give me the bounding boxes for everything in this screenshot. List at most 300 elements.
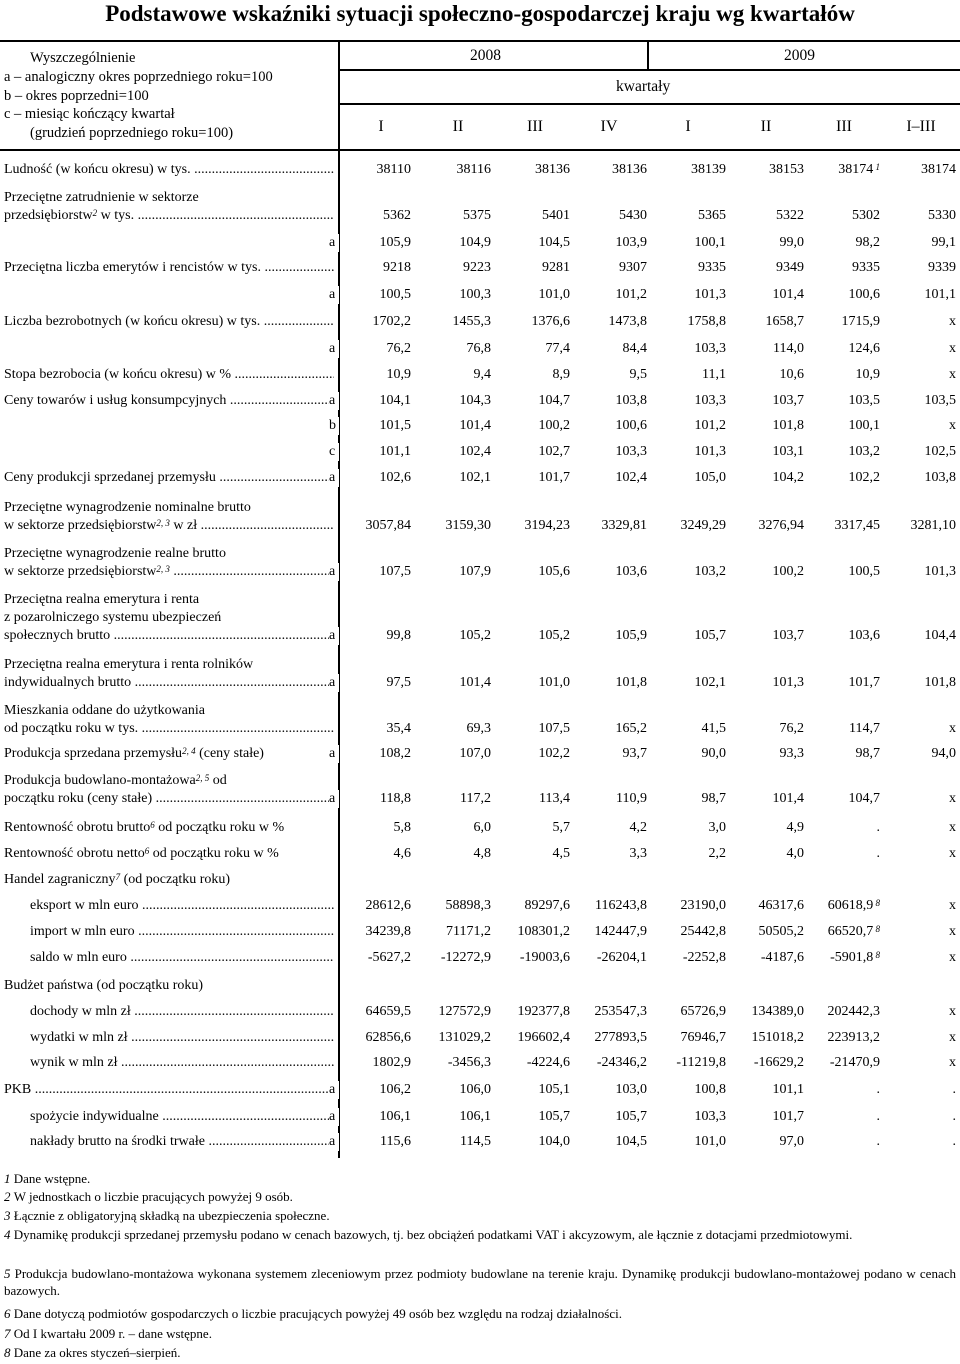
table-cell: 98,7 (701, 791, 726, 806)
table-cell: 9335 (852, 260, 880, 275)
table-cell: 9281 (542, 260, 570, 275)
legend-line: Wyszczególnienie (30, 50, 136, 66)
table-cell: 9,5 (629, 367, 647, 382)
table-cell: 99,1 (931, 235, 956, 250)
row-label: Rentowność obrotu brutto$^6$ od początku roku w % (4, 820, 285, 835)
table-cell: 131029,2 (438, 1030, 491, 1045)
table-cell: 100,5 (379, 287, 411, 302)
table-cell: 107,5 (538, 721, 570, 736)
row-label: eksport w mln euro ..... (30, 897, 334, 915)
table-cell: 100,3 (459, 287, 491, 302)
table-cell: 105,9 (379, 235, 411, 250)
table-cell: 114,7 (849, 721, 880, 736)
table-cell: x (949, 846, 956, 861)
table-cell: 104,1 (379, 393, 411, 408)
table-cell: 100,1 (694, 235, 726, 250)
table-cell: . (876, 846, 880, 861)
table-cell: 38174 $^1$ (838, 162, 880, 177)
row-suffix: a (329, 563, 339, 581)
header-top-rule (0, 40, 960, 42)
table-cell: 1658,7 (765, 314, 804, 329)
table-cell: 102,4 (459, 444, 491, 459)
row-label: Przeciętna realna emerytura i renta rolników indywidualnych brutto ..... (4, 656, 334, 692)
table-cell: 103,5 (924, 393, 956, 408)
table-cell: 25442,8 (680, 924, 726, 939)
year-2009: 2009 (784, 47, 815, 64)
table-cell: 38110 (376, 162, 411, 177)
table-cell: 107,5 (379, 564, 411, 579)
row-suffix: b (329, 417, 339, 435)
table-cell: 8,9 (552, 367, 570, 382)
table-cell: 3249,29 (680, 518, 726, 533)
table-cell: -19003,6 (519, 950, 570, 965)
table-cell: 4,6 (393, 846, 411, 861)
row-label: Produkcja budowlano-montażowa$^{2, 5}$ od początku roku (ceny stałe) ..... (4, 772, 334, 808)
table-cell: 102,4 (615, 470, 647, 485)
table-cell: x (949, 367, 956, 382)
table-cell: 5322 (776, 208, 804, 223)
table-cell: 11,1 (702, 367, 726, 382)
table-cell: 105,6 (538, 564, 570, 579)
table-cell: 5302 (852, 208, 880, 223)
table-cell: 101,5 (379, 418, 411, 433)
table-cell: 3194,23 (524, 518, 570, 533)
table-cell: 97,0 (779, 1134, 804, 1149)
table-cell: 98,7 (855, 746, 880, 761)
table-cell: 1758,8 (687, 314, 726, 329)
table-cell: -11219,8 (676, 1055, 726, 1070)
table-cell: 223913,2 (827, 1030, 880, 1045)
table-cell: 4,5 (552, 846, 570, 861)
table-cell: 108301,2 (517, 924, 570, 939)
row-suffix: a (329, 1081, 339, 1099)
table-cell: 124,6 (848, 341, 880, 356)
row-label: nakłady brutto na środki trwałe ..... (30, 1133, 334, 1151)
table-cell: 64659,5 (365, 1004, 411, 1019)
row-suffix: a (329, 234, 339, 252)
table-cell: 104,5 (615, 1134, 647, 1149)
row-label: saldo w mln euro ..... (30, 949, 334, 967)
table-cell: 41,5 (701, 721, 726, 736)
table-cell: 165,2 (615, 721, 647, 736)
table-cell: 10,9 (386, 367, 411, 382)
row-label: Ceny produkcji sprzedanej przemysłu ..... (4, 469, 334, 487)
table-cell: x (949, 924, 956, 939)
row-label: Ludność (w końcu okresu) w tys. ..... (4, 161, 334, 179)
table-cell: 110,9 (616, 791, 647, 806)
table-cell: x (949, 820, 956, 835)
table-cell: 5375 (463, 208, 491, 223)
table-cell: 105,9 (615, 628, 647, 643)
table-cell: 3317,45 (834, 518, 880, 533)
table-cell: 105,2 (459, 628, 491, 643)
table-cell: 103,6 (615, 564, 647, 579)
table-cell: 116243,8 (595, 898, 647, 913)
table-cell: x (949, 791, 956, 806)
table-cell: 103,5 (848, 393, 880, 408)
table-cell: 9223 (463, 260, 491, 275)
table-cell: 103,3 (694, 341, 726, 356)
table-cell: 3329,81 (601, 518, 647, 533)
footnote: 7 Od I kwartału 2009 r. – dane wstępne. (4, 1326, 212, 1341)
table-cell: 104,7 (538, 393, 570, 408)
table-cell: 106,0 (459, 1082, 491, 1097)
table-cell: 103,6 (848, 628, 880, 643)
table-cell: 66520,7 $^8$ (827, 924, 880, 939)
table-cell: 1715,9 (841, 314, 880, 329)
table-cell: 94,0 (931, 746, 956, 761)
table-cell: 196602,4 (517, 1030, 570, 1045)
table-cell: 3,0 (708, 820, 726, 835)
row-suffix: c (329, 443, 339, 461)
table-cell: 105,1 (538, 1082, 570, 1097)
table-cell: 23190,0 (680, 898, 726, 913)
table-cell: 101,7 (772, 1109, 804, 1124)
table-cell: 103,8 (615, 393, 647, 408)
row-label: Liczba bezrobotnych (w końcu okresu) w tys. ..... (4, 313, 334, 331)
year-2008: 2008 (470, 47, 501, 64)
table-cell: 106,1 (459, 1109, 491, 1124)
table-cell: x (949, 341, 956, 356)
table-cell: 103,9 (615, 235, 647, 250)
table-cell: 5330 (928, 208, 956, 223)
table-cell: 101,4 (772, 791, 804, 806)
table-cell: -4224,6 (526, 1055, 570, 1070)
table-cell: 104,3 (459, 393, 491, 408)
table-cell: . (952, 1109, 956, 1124)
table-cell: -5627,2 (367, 950, 411, 965)
table-cell: 76,8 (466, 341, 491, 356)
table-cell: 100,2 (538, 418, 570, 433)
label-column-divider (338, 40, 340, 1158)
table-cell: 277893,5 (594, 1030, 647, 1045)
table-cell: 3281,10 (910, 518, 956, 533)
table-cell: 38136 (535, 162, 570, 177)
footnote: 2 W jednostkach o liczbie pracujących powyżej 9 osób. (4, 1189, 293, 1204)
table-cell: 103,7 (772, 628, 804, 643)
table-cell: 1802,9 (372, 1055, 411, 1070)
column-header: III (836, 118, 852, 135)
table-cell: 101,7 (538, 470, 570, 485)
table-cell: 104,4 (924, 628, 956, 643)
table-cell: 38174 (921, 162, 956, 177)
table-cell: 3276,94 (758, 518, 804, 533)
table-cell: 76,2 (386, 341, 411, 356)
legend-line: (grudzień poprzedniego roku=100) (30, 125, 234, 141)
row-label: wydatki w mln zł ..... (30, 1029, 334, 1047)
legend-line: c – miesiąc kończący kwartał (4, 106, 175, 122)
table-cell: 84,4 (622, 341, 647, 356)
table-cell: 101,2 (615, 287, 647, 302)
table-cell: 151018,2 (751, 1030, 804, 1045)
page-title: Podstawowe wskaźniki sytuacji społeczno-gospodarczej kraju wg kwartałów (105, 1, 855, 26)
table-cell: 101,8 (615, 675, 647, 690)
table-cell: 101,8 (924, 675, 956, 690)
column-header: II (760, 118, 772, 135)
table-cell: -4187,6 (760, 950, 804, 965)
year-divider (647, 40, 649, 70)
table-cell: 6,0 (473, 820, 491, 835)
table-cell: 114,0 (773, 341, 804, 356)
table-cell: 100,6 (848, 287, 880, 302)
table-cell: 3057,84 (365, 518, 411, 533)
table-cell: 4,9 (786, 820, 804, 835)
table-cell: 142447,9 (594, 924, 647, 939)
table-cell: 113,4 (539, 791, 570, 806)
legend-line: a – analogiczny okres poprzedniego roku=100 (4, 69, 273, 85)
table-cell: x (949, 1030, 956, 1045)
table-cell: 65726,9 (680, 1004, 726, 1019)
table-cell: 71171,2 (446, 924, 491, 939)
table-cell: . (876, 820, 880, 835)
table-cell: 106,2 (379, 1082, 411, 1097)
row-suffix: a (329, 674, 339, 692)
table-cell: 50505,2 (758, 924, 804, 939)
row-suffix: a (329, 745, 339, 763)
table-cell: 100,2 (772, 564, 804, 579)
legend-line: b – okres poprzedni=100 (4, 88, 149, 104)
table-cell: 38136 (612, 162, 647, 177)
table-cell: 101,3 (694, 287, 726, 302)
row-label: Przeciętna realna emerytura i renta z pozarolniczego systemu ubezpieczeń społecznych brutto ..... (4, 591, 334, 645)
table-cell: 9307 (619, 260, 647, 275)
table-cell: 62856,6 (365, 1030, 411, 1045)
table-cell: -21470,9 (829, 1055, 880, 1070)
header-bottom-rule (0, 149, 960, 151)
table-cell: 100,1 (848, 418, 880, 433)
table-cell: 98,2 (855, 235, 880, 250)
table-cell: 101,4 (459, 675, 491, 690)
row-label: PKB ..... (4, 1081, 334, 1099)
table-cell: 90,0 (701, 746, 726, 761)
table-cell: 101,8 (772, 418, 804, 433)
table-cell: 115,6 (380, 1134, 411, 1149)
table-cell: 103,8 (924, 470, 956, 485)
table-cell: 93,3 (779, 746, 804, 761)
table-cell: 101,2 (694, 418, 726, 433)
row-label: Mieszkania oddane do użytkowania od początku roku w tys. ..... (4, 702, 334, 738)
year-rule (340, 69, 960, 71)
table-cell: 103,3 (694, 393, 726, 408)
row-label: Przeciętne wynagrodzenie realne brutto w sektorze przedsiębiorstw$^{2, 3}$ ..... (4, 545, 334, 581)
row-suffix: a (329, 340, 339, 358)
row-label: Produkcja sprzedana przemysłu$^{2, 4}$ (ceny stałe) (4, 746, 264, 761)
row-label: wynik w mln zł ..... (30, 1054, 334, 1072)
table-cell: 103,0 (615, 1082, 647, 1097)
table-cell: 5401 (542, 208, 570, 223)
quarters-rule (340, 103, 960, 105)
column-header: I (378, 118, 384, 135)
table-cell: 104,0 (538, 1134, 570, 1149)
table-cell: 34239,8 (365, 924, 411, 939)
table-cell: 102,2 (848, 470, 880, 485)
table-cell: 76946,7 (680, 1030, 726, 1045)
table-cell: 4,8 (473, 846, 491, 861)
row-suffix: a (329, 790, 339, 808)
table-cell: -12272,9 (440, 950, 491, 965)
table-cell: x (949, 721, 956, 736)
table-cell: . (876, 1134, 880, 1149)
table-cell: 102,1 (694, 675, 726, 690)
table-cell: 46317,6 (758, 898, 804, 913)
column-header: I (685, 118, 691, 135)
table-cell: 93,7 (622, 746, 647, 761)
row-suffix: a (329, 286, 339, 304)
row-label: Handel zagraniczny$^7$ (od początku roku) (4, 872, 231, 887)
table-cell: 5430 (619, 208, 647, 223)
table-cell: 102,1 (459, 470, 491, 485)
table-cell: 101,3 (772, 675, 804, 690)
row-label: Ceny towarów i usług konsumpcyjnych ..... (4, 392, 334, 410)
row-label: Rentowność obrotu netto$^6$ od początku roku w % (4, 846, 279, 861)
table-cell: 60618,9 $^8$ (827, 898, 880, 913)
row-suffix: a (329, 392, 339, 410)
table-cell: 101,4 (772, 287, 804, 302)
row-label: spożycie indywidualne ..... (30, 1108, 334, 1126)
table-cell: 38139 (691, 162, 726, 177)
table-cell: 105,2 (538, 628, 570, 643)
table-cell: . (876, 1109, 880, 1124)
table-cell: 1702,2 (372, 314, 411, 329)
table-cell: 77,4 (545, 341, 570, 356)
table-cell: 69,3 (466, 721, 491, 736)
row-label: Stopa bezrobocia (w końcu okresu) w % ..... (4, 366, 334, 384)
table-cell: 5362 (383, 208, 411, 223)
table-cell: 9,4 (473, 367, 491, 382)
table-cell: x (949, 1004, 956, 1019)
table-cell: 102,5 (924, 444, 956, 459)
row-suffix: a (329, 1108, 339, 1126)
table-cell: 35,4 (386, 721, 411, 736)
table-cell: 103,3 (694, 1109, 726, 1124)
row-suffix: a (329, 469, 339, 487)
table-cell: 10,9 (855, 367, 880, 382)
table-cell: 105,0 (694, 470, 726, 485)
table-cell: 192377,8 (517, 1004, 570, 1019)
footnote: 3 Łącznie z obligatoryjną składką na ubezpieczenia społeczne. (4, 1208, 330, 1223)
table-cell: 104,9 (459, 235, 491, 250)
table-cell: 3,3 (629, 846, 647, 861)
table-cell: 101,1 (924, 287, 956, 302)
footnote: 4 Dynamikę produkcji sprzedanej przemysłu podano w cenach bazowych, tj. bez obciążeń podatkami VAT i akcyzowym, ale łącznie z dotacjami przedmiotowymi. (4, 1227, 853, 1242)
table-cell: . (952, 1134, 956, 1149)
table-cell: 10,6 (779, 367, 804, 382)
footnote: 6 Dane dotyczą podmiotów gospodarczych o liczbie pracujących powyżej 49 osób bez względu na rodzaj działalności. (4, 1306, 622, 1321)
table-cell: 103,1 (772, 444, 804, 459)
table-cell: 105,7 (694, 628, 726, 643)
table-cell: 104,5 (538, 235, 570, 250)
table-cell: 102,2 (538, 746, 570, 761)
table-cell: 103,2 (694, 564, 726, 579)
table-cell: 107,9 (459, 564, 491, 579)
table-cell: 127572,9 (438, 1004, 491, 1019)
table-cell: 4,2 (629, 820, 647, 835)
footnote: 8 Dane za okres styczeń–sierpień. (4, 1345, 181, 1360)
row-label: Przeciętne wynagrodzenie nominalne brutto w sektorze przedsiębiorstw$^{2, 3}$ w zł ..... (4, 499, 334, 535)
row-label: import w mln euro ..... (30, 923, 334, 941)
table-cell: 2,2 (708, 846, 726, 861)
table-cell: 105,7 (538, 1109, 570, 1124)
table-cell: 9339 (928, 260, 956, 275)
table-cell: -3456,3 (447, 1055, 491, 1070)
table-cell: 101,0 (694, 1134, 726, 1149)
table-cell: 104,2 (772, 470, 804, 485)
table-cell: 102,6 (379, 470, 411, 485)
table-cell: x (949, 314, 956, 329)
table-cell: 99,8 (386, 628, 411, 643)
table-cell: 103,2 (848, 444, 880, 459)
table-cell: 3159,30 (445, 518, 491, 533)
table-cell: 103,7 (772, 393, 804, 408)
table-cell: 9349 (776, 260, 804, 275)
table-cell: 5365 (698, 208, 726, 223)
table-cell: 118,8 (380, 791, 411, 806)
table-cell: 101,0 (538, 675, 570, 690)
row-label: dochody w mln zł ..... (30, 1003, 334, 1021)
table-cell: 108,2 (379, 746, 411, 761)
table-cell: 100,5 (848, 564, 880, 579)
table-cell: 100,8 (694, 1082, 726, 1097)
table-cell: 28612,6 (365, 898, 411, 913)
table-cell: 114,5 (460, 1134, 491, 1149)
table-cell: 58898,3 (445, 898, 491, 913)
column-header: III (527, 118, 543, 135)
table-cell: . (952, 1082, 956, 1097)
table-cell: x (949, 898, 956, 913)
table-cell: 104,7 (848, 791, 880, 806)
footnote: 5 Produkcja budowlano-montażowa wykonana systemem zleceniowym przez podmioty budowlane na terenie kraju. Dynamikę produkcji budowlano-montażowej podano w cenach bazowych. (4, 1266, 956, 1298)
table-cell: 102,7 (538, 444, 570, 459)
table-cell: -5901,8 $^8$ (830, 950, 880, 965)
table-cell: 76,2 (779, 721, 804, 736)
table-cell: 1376,6 (531, 314, 570, 329)
table-cell: 38153 (769, 162, 804, 177)
table-cell: x (949, 418, 956, 433)
row-suffix: a (329, 1133, 339, 1151)
table-cell: 9335 (698, 260, 726, 275)
table-cell: 99,0 (779, 235, 804, 250)
table-cell: 101,1 (379, 444, 411, 459)
table-cell: 1455,3 (452, 314, 491, 329)
table-cell: -24346,2 (596, 1055, 647, 1070)
table-cell: -26204,1 (596, 950, 647, 965)
table-cell: 103,3 (615, 444, 647, 459)
table-cell: 253547,3 (594, 1004, 647, 1019)
table-cell: 105,7 (615, 1109, 647, 1124)
table-cell: 5,8 (393, 820, 411, 835)
table-cell: . (876, 1082, 880, 1097)
table-cell: 101,1 (772, 1082, 804, 1097)
row-label: Przeciętne zatrudnienie w sektorze przedsiębiorstw$^2$ w tys. ..... (4, 189, 334, 225)
row-suffix: a (329, 627, 339, 645)
table-cell: 100,6 (615, 418, 647, 433)
table-cell: 101,7 (848, 675, 880, 690)
table-cell: 101,4 (459, 418, 491, 433)
table-cell: x (949, 1055, 956, 1070)
table-cell: 97,5 (386, 675, 411, 690)
column-header: I–III (906, 118, 936, 135)
table-cell: 5,7 (552, 820, 570, 835)
column-header: II (452, 118, 464, 135)
table-cell: 89297,6 (524, 898, 570, 913)
table-cell: 107,0 (459, 746, 491, 761)
table-cell: 9218 (383, 260, 411, 275)
table-cell: -2252,8 (682, 950, 726, 965)
table-cell: 101,0 (538, 287, 570, 302)
row-label: Budżet państwa (od początku roku) (4, 978, 204, 993)
table-cell: 101,3 (694, 444, 726, 459)
row-label: Przeciętna liczba emerytów i rencistów w tys. ..... (4, 259, 334, 277)
